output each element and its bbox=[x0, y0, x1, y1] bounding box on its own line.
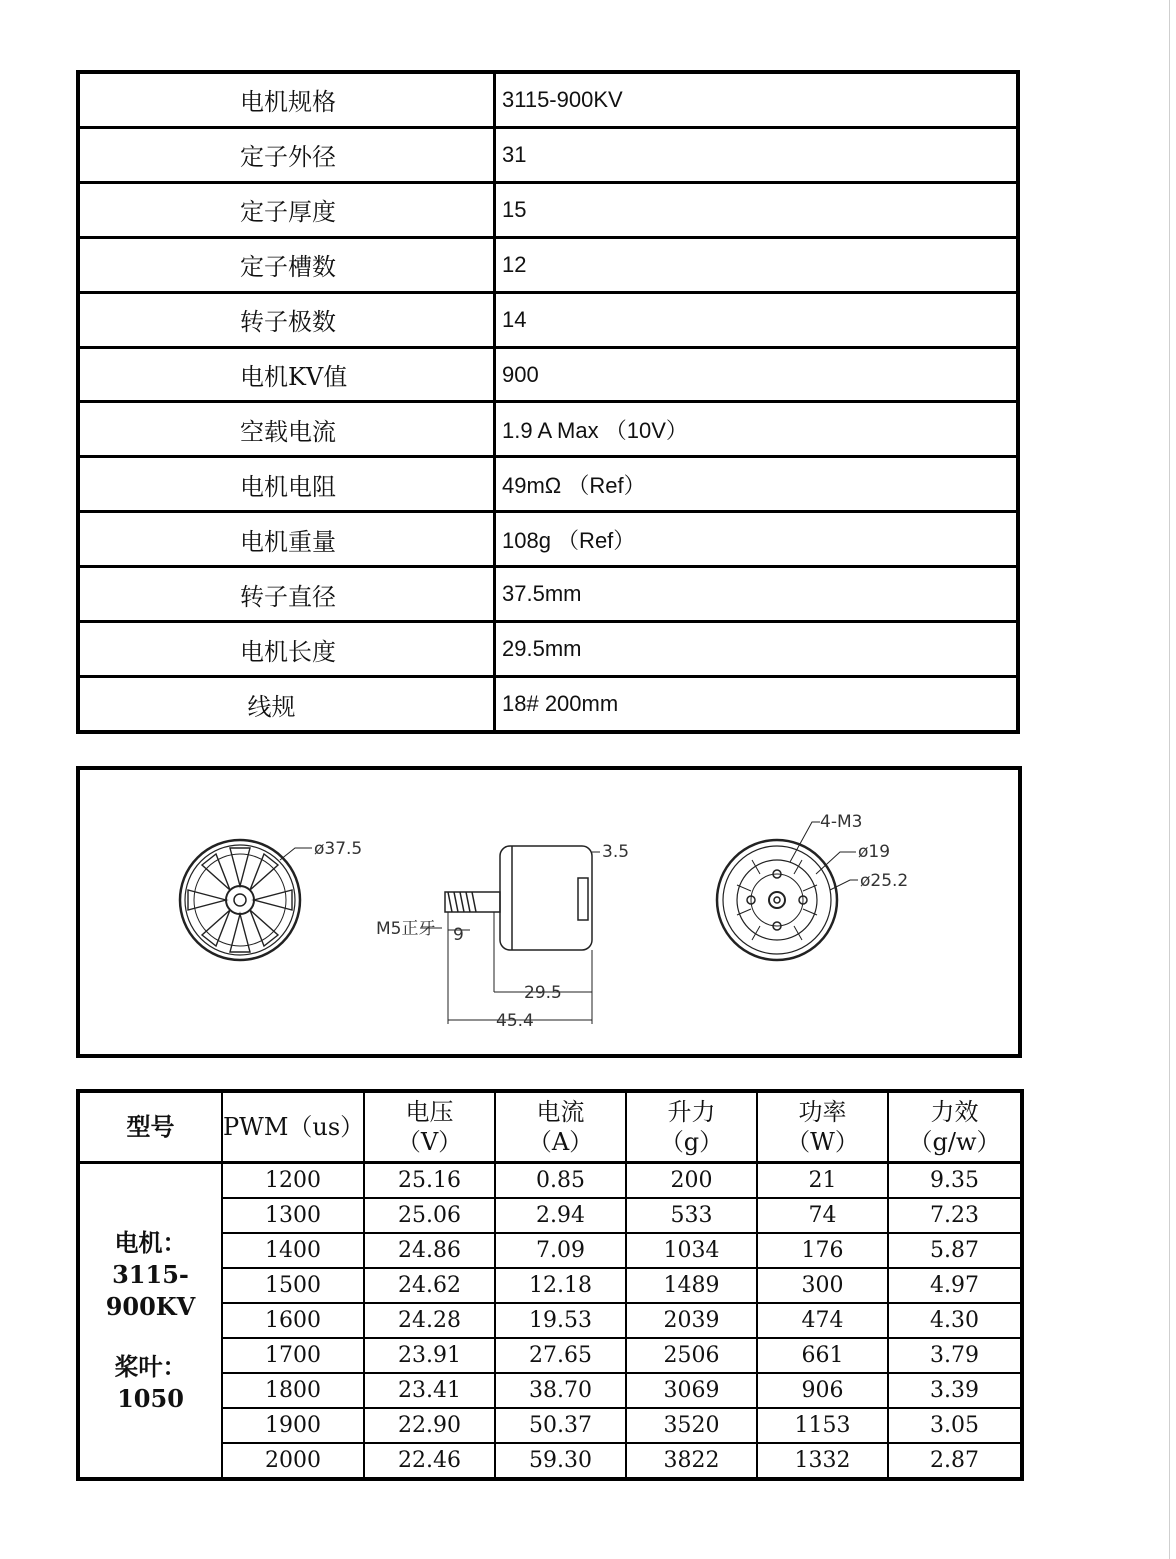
spec-label: 定子外径 bbox=[240, 143, 336, 172]
front-diameter-label: ø37.5 bbox=[314, 839, 363, 859]
table-cell: 2039 bbox=[626, 1303, 757, 1338]
spec-value: 31 bbox=[495, 127, 1019, 182]
total-length-label: 45.4 bbox=[496, 1011, 534, 1031]
spec-row bbox=[78, 567, 1018, 622]
table-cell: 4.30 bbox=[888, 1303, 1022, 1338]
spec-label: 电机重量 bbox=[240, 527, 336, 556]
column-header-unit: （g/w） bbox=[908, 1128, 1001, 1156]
shaft-length-label: 9 bbox=[453, 925, 464, 945]
spec-label: 电机长度 bbox=[240, 637, 336, 666]
rear-view-drawing bbox=[717, 822, 858, 960]
table-cell: 22.46 bbox=[364, 1443, 495, 1479]
spec-label: 转子极数 bbox=[240, 308, 336, 337]
column-header-title: 电流 bbox=[536, 1098, 585, 1126]
spec-value: 900 bbox=[495, 347, 1019, 402]
spec-label: 电机KV值 bbox=[240, 363, 348, 392]
spec-row bbox=[78, 182, 1018, 237]
spec-row bbox=[78, 677, 1018, 733]
column-header bbox=[888, 1091, 1022, 1163]
column-header-unit: （g） bbox=[659, 1128, 724, 1156]
spec-label: 定子槽数 bbox=[240, 253, 336, 282]
table-cell: 176 bbox=[757, 1233, 888, 1268]
table-cell: 3.39 bbox=[888, 1373, 1022, 1408]
side-view-drawing bbox=[420, 846, 600, 1024]
table-cell: 1700 bbox=[222, 1338, 364, 1373]
spec-row bbox=[78, 127, 1018, 182]
spec-row bbox=[78, 622, 1018, 677]
column-header-unit: （V） bbox=[396, 1128, 463, 1156]
spec-label: 转子直径 bbox=[240, 582, 336, 611]
spec-label-cell bbox=[78, 127, 495, 182]
inner-circle-label: ø19 bbox=[858, 842, 891, 862]
spec-label: 电机电阻 bbox=[240, 472, 336, 501]
table-cell: 1332 bbox=[757, 1443, 888, 1479]
table-cell: 0.85 bbox=[495, 1163, 626, 1199]
table-cell: 1489 bbox=[626, 1268, 757, 1303]
table-cell: 1153 bbox=[757, 1408, 888, 1443]
outer-circle-label: ø25.2 bbox=[860, 871, 909, 891]
spec-row bbox=[78, 292, 1018, 347]
table-cell: 22.90 bbox=[364, 1408, 495, 1443]
table-cell: 3.05 bbox=[888, 1408, 1022, 1443]
table-cell: 474 bbox=[757, 1303, 888, 1338]
top-offset-label: 3.5 bbox=[602, 842, 630, 862]
table-cell: 24.28 bbox=[364, 1303, 495, 1338]
spec-row bbox=[78, 402, 1018, 457]
table-cell: 1200 bbox=[222, 1163, 364, 1199]
model-spacer bbox=[80, 1323, 221, 1351]
column-header bbox=[78, 1091, 222, 1163]
table-cell: 74 bbox=[757, 1198, 888, 1233]
spec-row bbox=[78, 347, 1018, 402]
spec-value: 108g （Ref） bbox=[495, 512, 1019, 567]
column-header bbox=[364, 1091, 495, 1163]
table-cell: 24.62 bbox=[364, 1268, 495, 1303]
model-text: 电机： bbox=[114, 1227, 187, 1257]
table-cell: 1300 bbox=[222, 1198, 364, 1233]
spec-label: 电机规格 bbox=[240, 88, 336, 117]
body-length-label: 29.5 bbox=[524, 983, 562, 1003]
column-header bbox=[757, 1091, 888, 1163]
column-header-unit: （W） bbox=[786, 1128, 859, 1156]
spec-label-cell bbox=[78, 347, 495, 402]
spec-value: 3115-900KV bbox=[495, 72, 1019, 127]
table-cell: 200 bbox=[626, 1163, 757, 1199]
table-cell: 661 bbox=[757, 1338, 888, 1373]
column-header-title: 电压 bbox=[405, 1098, 454, 1126]
model-text: 3115- bbox=[112, 1259, 189, 1289]
spec-label: 线规 bbox=[247, 692, 296, 721]
table-cell: 1800 bbox=[222, 1373, 364, 1408]
spec-label: 空载电流 bbox=[240, 417, 336, 446]
table-cell: 21 bbox=[757, 1163, 888, 1199]
spec-label-cell bbox=[78, 72, 495, 127]
column-header bbox=[222, 1091, 364, 1163]
table-cell: 1034 bbox=[626, 1233, 757, 1268]
table-cell: 25.16 bbox=[364, 1163, 495, 1199]
column-header bbox=[495, 1091, 626, 1163]
spec-label-cell bbox=[78, 182, 495, 237]
table-header-row bbox=[78, 1091, 1022, 1163]
spec-value: 18# 200mm bbox=[495, 677, 1019, 733]
model-text: 900KV bbox=[105, 1291, 196, 1321]
spec-value: 37.5mm bbox=[495, 567, 1019, 622]
model-text: 1050 bbox=[117, 1383, 184, 1413]
table-cell: 1500 bbox=[222, 1268, 364, 1303]
spec-value: 29.5mm bbox=[495, 622, 1019, 677]
column-header-title: PWM（us） bbox=[223, 1113, 365, 1141]
column-header-title: 升力 bbox=[667, 1098, 716, 1126]
column-header bbox=[626, 1091, 757, 1163]
table-cell: 7.23 bbox=[888, 1198, 1022, 1233]
table-cell: 27.65 bbox=[495, 1338, 626, 1373]
table-cell: 2.94 bbox=[495, 1198, 626, 1233]
column-header-unit: （A） bbox=[527, 1128, 594, 1156]
column-header-title: 功率 bbox=[798, 1098, 847, 1126]
table-cell: 5.87 bbox=[888, 1233, 1022, 1268]
performance-table bbox=[76, 1089, 1024, 1481]
table-cell: 1600 bbox=[222, 1303, 364, 1338]
table-cell: 24.86 bbox=[364, 1233, 495, 1268]
table-cell: 38.70 bbox=[495, 1373, 626, 1408]
spec-table bbox=[76, 70, 1020, 734]
spec-value: 15 bbox=[495, 182, 1019, 237]
table-cell: 50.37 bbox=[495, 1408, 626, 1443]
table-cell: 1400 bbox=[222, 1233, 364, 1268]
model-text: 桨叶： bbox=[114, 1351, 187, 1381]
spec-label-cell bbox=[78, 402, 495, 457]
table-cell: 1900 bbox=[222, 1408, 364, 1443]
spec-label: 定子厚度 bbox=[240, 198, 336, 227]
spec-row bbox=[78, 237, 1018, 292]
table-cell: 3822 bbox=[626, 1443, 757, 1479]
table-cell: 25.06 bbox=[364, 1198, 495, 1233]
spec-row bbox=[78, 457, 1018, 512]
column-header-title: 力效 bbox=[930, 1098, 979, 1126]
screw-label: 4-M3 bbox=[820, 812, 863, 832]
spec-label-cell bbox=[78, 622, 495, 677]
table-cell: 23.41 bbox=[364, 1373, 495, 1408]
table-cell: 2506 bbox=[626, 1338, 757, 1373]
model-cell bbox=[78, 1163, 222, 1480]
column-header-title: 型号 bbox=[126, 1112, 175, 1141]
table-cell: 300 bbox=[757, 1268, 888, 1303]
page-edge-line bbox=[1169, 0, 1170, 1559]
table-cell: 906 bbox=[757, 1373, 888, 1408]
spec-label-cell bbox=[78, 567, 495, 622]
table-cell: 19.53 bbox=[495, 1303, 626, 1338]
table-cell: 2.87 bbox=[888, 1443, 1022, 1479]
spec-label-cell bbox=[78, 457, 495, 512]
dimension-drawing bbox=[76, 766, 1022, 1058]
spec-row bbox=[78, 512, 1018, 567]
spec-row bbox=[78, 72, 1018, 127]
spec-value: 14 bbox=[495, 292, 1019, 347]
thread-label: M5正牙 bbox=[376, 919, 436, 939]
spec-label-cell bbox=[78, 237, 495, 292]
table-cell: 59.30 bbox=[495, 1443, 626, 1479]
table-cell: 9.35 bbox=[888, 1163, 1022, 1199]
table-cell: 2000 bbox=[222, 1443, 364, 1479]
spec-label-cell bbox=[78, 512, 495, 567]
spec-value: 1.9 A Max （10V） bbox=[495, 402, 1019, 457]
table-cell: 533 bbox=[626, 1198, 757, 1233]
spec-value: 12 bbox=[495, 237, 1019, 292]
table-cell: 3520 bbox=[626, 1408, 757, 1443]
front-view-drawing bbox=[180, 840, 312, 960]
table-cell: 3.79 bbox=[888, 1338, 1022, 1373]
table-cell: 23.91 bbox=[364, 1338, 495, 1373]
spec-value: 49mΩ （Ref） bbox=[495, 457, 1019, 512]
spec-label-cell bbox=[78, 292, 495, 347]
table-row bbox=[78, 1163, 1022, 1199]
table-cell: 3069 bbox=[626, 1373, 757, 1408]
spec-label-cell bbox=[78, 677, 495, 733]
table-cell: 4.97 bbox=[888, 1268, 1022, 1303]
table-cell: 7.09 bbox=[495, 1233, 626, 1268]
table-cell: 12.18 bbox=[495, 1268, 626, 1303]
